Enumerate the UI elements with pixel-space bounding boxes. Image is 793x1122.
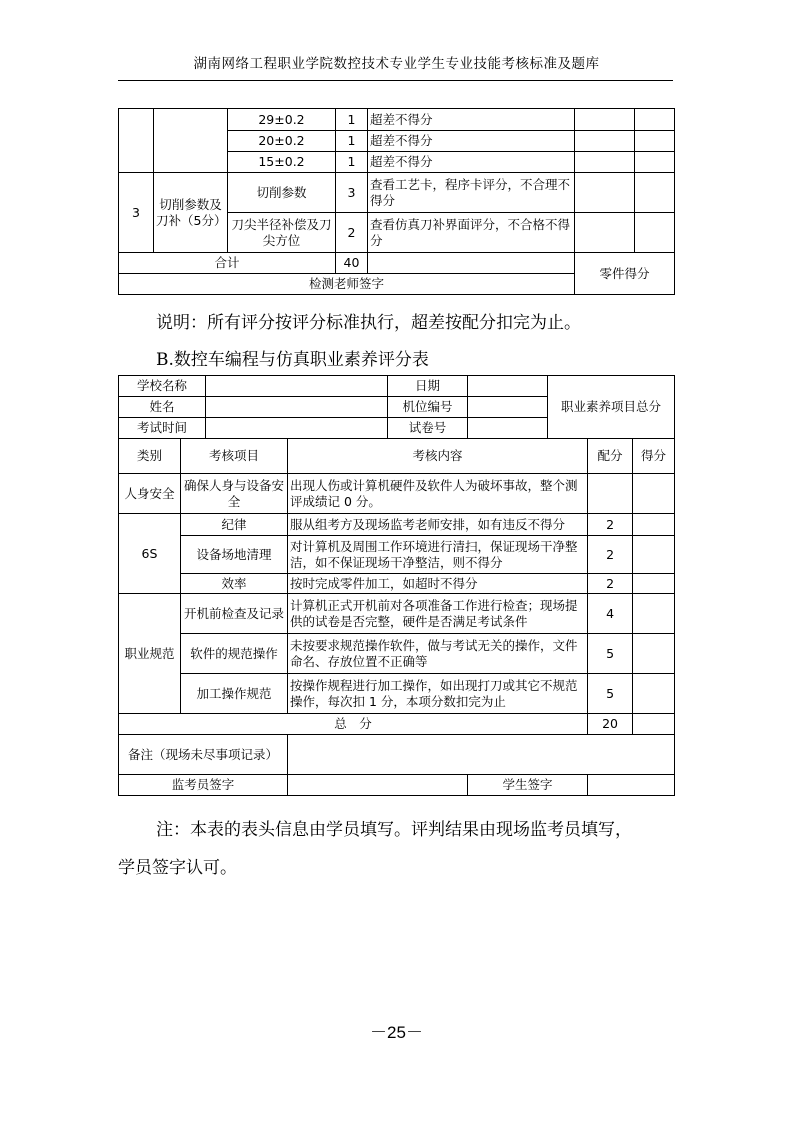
table-row [119,474,675,514]
blank-cell [368,253,575,274]
paper-label: 试卷号 [388,418,468,439]
table-row [119,253,675,274]
teacher-sign-label: 检测老师签字 [119,274,575,295]
item-cell: 纪律 [181,514,288,536]
content-cell: 出现人伤或计算机硬件及软件人为破坏事故，整个测评成绩记 0 分。 [288,474,588,514]
header-category: 类别 [119,439,181,474]
score-cell: 2 [336,213,368,253]
content-cell: 计算机正式开机前对各项准备工作进行检查；现场提供的试卷是否完整，硬件是否满足考试条件 [288,594,588,634]
info-row [119,376,675,397]
table-row [119,574,675,594]
proctor-sign-field [288,775,468,796]
remark-label: 备注（现场未尽事项记录） [119,735,288,775]
item-cell: 刀尖半径补偿及刀尖方位 [228,213,336,253]
total-label: 总 分 [119,714,588,735]
rule-cell: 超差不得分 [368,109,575,131]
table-row [119,514,675,536]
blank-cell [635,131,675,152]
section-number: 3 [119,173,154,253]
score-cell: 5 [588,634,633,674]
score-cell: 1 [336,109,368,131]
machine-label: 机位编号 [388,397,468,418]
time-label: 考试时间 [119,418,206,439]
got-cell [633,514,675,536]
total-value: 40 [336,253,368,274]
dimension-cell: 20±0.2 [228,131,336,152]
got-cell [633,474,675,514]
paper-field [468,418,548,439]
student-sign-label: 学生签字 [468,775,588,796]
proctor-sign-label: 监考员签字 [119,775,288,796]
blank-cell [635,152,675,173]
total-value: 20 [588,714,633,735]
blank-cell [575,152,635,173]
professional-quality-table [118,375,675,796]
category-cell: 6S [119,514,181,594]
rule-cell: 查看仿真刀补界面评分，不合格不得分 [368,213,575,253]
total-label: 合计 [119,253,336,274]
blank-cell [575,173,635,213]
page-header: 湖南网络工程职业学院数控技术专业学生专业技能考核标准及题库 [193,56,600,72]
table-row [119,775,675,796]
score-cell: 2 [588,514,633,536]
item-cell: 设备场地清理 [181,536,288,574]
section-category: 切削参数及刀补（5分） [154,173,228,253]
table-row [119,594,675,634]
header-got: 得分 [633,439,675,474]
rule-cell: 超差不得分 [368,131,575,152]
note-footer-line1: 注：本表的表头信息由学员填写。评判结果由现场监考员填写， [156,820,632,840]
item-cell: 加工操作规范 [181,674,288,714]
content-cell: 按操作规程进行加工操作，如出现打刀或其它不规范操作，每次扣 1 分，本项分数扣完为止 [288,674,588,714]
table-row [119,674,675,714]
blank-cell [635,213,675,253]
table-row [119,634,675,674]
table-row [119,109,675,131]
scoring-table-continued [118,108,675,295]
got-cell [633,594,675,634]
blank-cell [635,109,675,131]
time-field [206,418,388,439]
rule-cell: 查看工艺卡，程序卡评分，不合理不得分 [368,173,575,213]
table-row [119,536,675,574]
header-item: 考核项目 [181,439,288,474]
header-content: 考核内容 [288,439,588,474]
table-row [119,735,675,775]
got-cell [633,714,675,735]
name-field [206,397,388,418]
note-scoring: 说明：所有评分按评分标准执行，超差按配分扣完为止。 [156,313,581,333]
content-cell: 未按要求规范操作软件，做与考试无关的操作，文件命名、存放位置不正确等 [288,634,588,674]
remark-field [288,735,675,775]
item-cell: 软件的规范操作 [181,634,288,674]
category-cell: 职业规范 [119,594,181,714]
got-cell [633,634,675,674]
table-row [119,714,675,735]
got-cell [633,674,675,714]
dimension-cell: 15±0.2 [228,152,336,173]
blank-cell [575,131,635,152]
quality-total-label: 职业素养项目总分 [548,376,675,439]
score-cell: 2 [588,574,633,594]
machine-field [468,397,548,418]
item-cell: 确保人身与设备安全 [181,474,288,514]
header-rule [118,80,673,81]
score-cell [588,474,633,514]
content-cell: 对计算机及周围工作环境进行清扫，保证现场干净整洁，如不保证现场干净整洁，则不得分 [288,536,588,574]
table-row [119,173,675,213]
date-label: 日期 [388,376,468,397]
content-cell: 按时完成零件加工，如超时不得分 [288,574,588,594]
note-footer-line2: 学员签字认可。 [118,858,237,878]
content-cell: 服从组考方及现场监考老师安排，如有违反不得分 [288,514,588,536]
score-cell: 4 [588,594,633,634]
part-score-label: 零件得分 [575,253,675,295]
header-row [119,439,675,474]
score-cell: 1 [336,152,368,173]
score-cell: 5 [588,674,633,714]
item-cell: 开机前检查及记录 [181,594,288,634]
rule-cell: 超差不得分 [368,152,575,173]
got-cell [633,574,675,594]
item-cell: 效率 [181,574,288,594]
score-cell: 2 [588,536,633,574]
header-score: 配分 [588,439,633,474]
student-sign-field [588,775,675,796]
section-title: B.数控车编程与仿真职业素养评分表 [156,350,429,370]
dimension-cell: 29±0.2 [228,109,336,131]
blank-cell [575,213,635,253]
category-cell: 人身安全 [119,474,181,514]
item-cell: 切削参数 [228,173,336,213]
page-number: －25－ [370,1023,423,1042]
got-cell [633,536,675,574]
name-label: 姓名 [119,397,206,418]
school-label: 学校名称 [119,376,206,397]
blank-cell [575,109,635,131]
school-field [206,376,388,397]
date-field [468,376,548,397]
score-cell: 3 [336,173,368,213]
blank-cell [635,173,675,213]
score-cell: 1 [336,131,368,152]
